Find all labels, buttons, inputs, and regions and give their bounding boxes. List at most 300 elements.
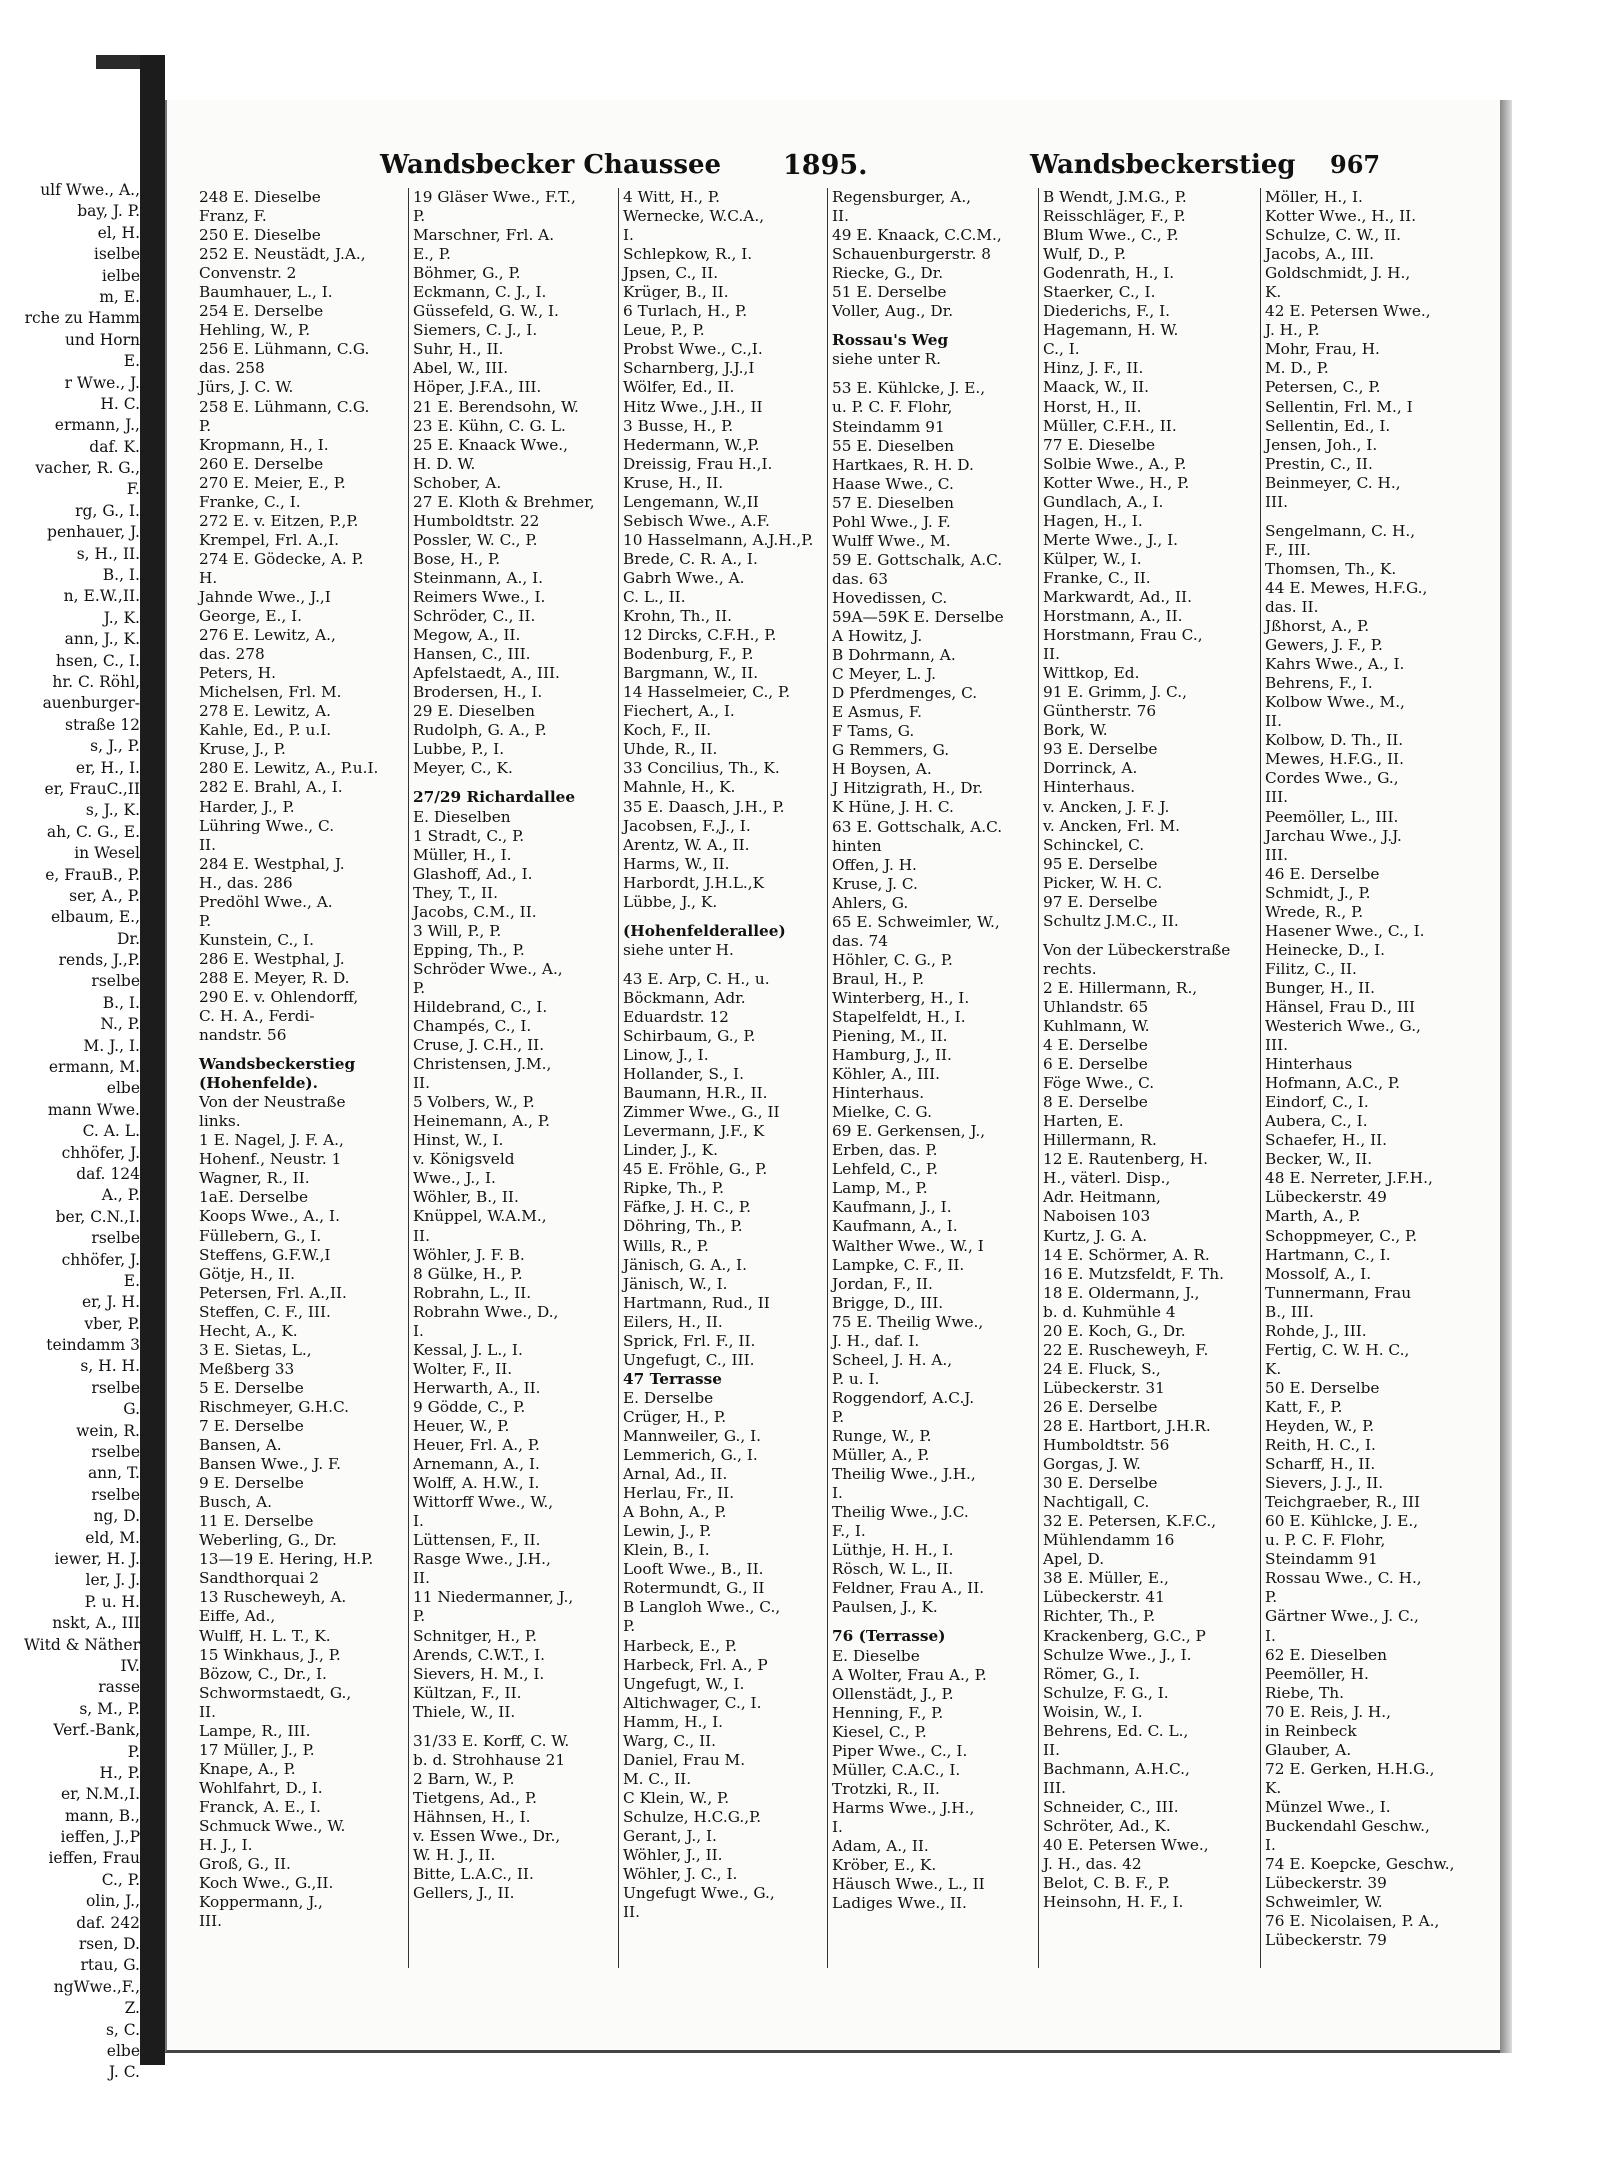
directory-entry: Schinckel, C. bbox=[1043, 835, 1145, 854]
directory-entry: Sprick, Frl. F., II. bbox=[623, 1331, 756, 1350]
directory-entry: H., väterl. Disp., bbox=[1043, 1169, 1171, 1188]
directory-entry: Lübeckerstr. 39 bbox=[1265, 1874, 1387, 1893]
directory-entry: 4 Witt, H., P. bbox=[623, 188, 720, 206]
left-page-line: ermann, M. bbox=[48, 1058, 140, 1077]
directory-entry: Schaefer, H., II. bbox=[1265, 1131, 1388, 1150]
directory-entry: Harms, W., II. bbox=[623, 854, 730, 873]
directory-entry: Kunstein, C., I. bbox=[199, 930, 314, 949]
directory-entry: Robrahn Wwe., D., bbox=[413, 1302, 559, 1321]
directory-entry: 95 E. Derselbe bbox=[1043, 854, 1158, 873]
directory-entry: 62 E. Dieselben bbox=[1265, 1645, 1387, 1664]
directory-entry: Bachmann, A.H.C., bbox=[1043, 1759, 1190, 1778]
left-page-line: s, M., P. bbox=[79, 1699, 140, 1718]
directory-entry: II. bbox=[832, 207, 849, 226]
left-page-line: ieffen, J.,P bbox=[60, 1828, 140, 1847]
directory-entry: das. 63 bbox=[832, 569, 888, 588]
directory-entry: P. bbox=[199, 911, 212, 930]
directory-entry: Ungefugt, C., III. bbox=[623, 1350, 755, 1369]
directory-entry: Arnemann, A., I. bbox=[413, 1455, 540, 1474]
directory-entry: 32 E. Petersen, K.F.C., bbox=[1043, 1512, 1217, 1531]
directory-entry: Wulff Wwe., M. bbox=[832, 531, 951, 550]
directory-entry: 14 Hasselmeier, C., P. bbox=[623, 683, 791, 702]
directory-entry: 254 E. Derselbe bbox=[199, 302, 324, 321]
left-page-line: A., P. bbox=[101, 1186, 140, 1205]
directory-entry: Marth, A., P. bbox=[1265, 1207, 1361, 1226]
directory-entry: 2 Barn, W., P. bbox=[413, 1769, 515, 1788]
directory-entry: Voller, Aug., Dr. bbox=[832, 302, 954, 321]
directory-entry: 63 E. Gottschalk, A.C. bbox=[832, 817, 1003, 836]
directory-entry: Schober, A. bbox=[413, 473, 502, 492]
directory-entry: II. bbox=[413, 1226, 430, 1245]
left-page-line: auenburger- bbox=[42, 694, 140, 713]
directory-entry: Sellentin, Ed., I. bbox=[1265, 416, 1391, 435]
directory-entry: Müller, C.A.C., I. bbox=[832, 1760, 961, 1779]
directory-entry: Gerant, J., I. bbox=[623, 1826, 717, 1845]
directory-entry: Eiffe, Ad., bbox=[199, 1607, 276, 1626]
directory-entry: I. bbox=[1265, 1626, 1276, 1645]
left-page-line: B., I. bbox=[102, 566, 140, 585]
left-page-line: rselbe bbox=[91, 1229, 140, 1248]
directory-entry: K Hüne, J. H. C. bbox=[832, 798, 954, 817]
directory-entry: Peemöller, L., III. bbox=[1265, 807, 1399, 826]
directory-entry: 44 E. Mewes, H.F.G., bbox=[1265, 578, 1428, 597]
directory-entry: Pohl Wwe., J. F. bbox=[832, 512, 951, 531]
directory-entry: Warg, C., II. bbox=[623, 1731, 717, 1750]
directory-entry: Schultz J.M.C., II. bbox=[1043, 911, 1179, 930]
directory-entry: Naboisen 103 bbox=[1043, 1207, 1151, 1226]
directory-entry: 59 E. Gottschalk, A.C. bbox=[832, 550, 1003, 569]
directory-entry: Rossau Wwe., C. H., bbox=[1265, 1569, 1422, 1588]
directory-entry: Kruse, J., P. bbox=[199, 740, 286, 759]
book-spine bbox=[140, 55, 165, 2065]
directory-entry: III. bbox=[199, 1912, 222, 1931]
directory-entry: Kropmann, H., I. bbox=[199, 435, 329, 454]
directory-entry: Petersen, Frl. A.,II. bbox=[199, 1283, 347, 1302]
left-page-line: J., K. bbox=[103, 608, 140, 627]
directory-entry: P. bbox=[1265, 1588, 1278, 1607]
left-page-line: IV. bbox=[120, 1656, 140, 1675]
directory-entry: Mannweiler, G., I. bbox=[623, 1427, 761, 1445]
directory-entry: 43 E. Arp, C. H., u. bbox=[623, 969, 770, 988]
directory-entry: siehe unter H. bbox=[623, 940, 734, 959]
directory-entry: They, T., II. bbox=[413, 883, 498, 902]
directory-entry: Theilig Wwe., J.C. bbox=[832, 1503, 969, 1522]
directory-entry: Bözow, C., Dr., I. bbox=[199, 1664, 327, 1683]
section-gap bbox=[828, 369, 1039, 379]
directory-entry: Scheel, J. H. A., bbox=[832, 1350, 953, 1369]
directory-entry: Jacobs, A., III. bbox=[1265, 245, 1375, 264]
directory-column-6 bbox=[1260, 188, 1486, 1968]
directory-entry: Rossau's Weg bbox=[832, 331, 949, 350]
directory-entry: rechts. bbox=[1043, 959, 1097, 978]
left-page-line: chhöfer, J. bbox=[61, 1250, 140, 1269]
directory-entry: 74 E. Koepcke, Geschw., bbox=[1265, 1855, 1455, 1874]
left-page-line: straße 12 bbox=[64, 715, 140, 734]
directory-entry: v. Königsveld bbox=[413, 1150, 515, 1169]
section-gap bbox=[409, 1722, 619, 1732]
directory-entry: Staerker, C., I. bbox=[1043, 283, 1156, 302]
directory-entry: P. bbox=[623, 1617, 636, 1636]
directory-entry: 12 Dircks, C.F.H., P. bbox=[623, 626, 777, 645]
directory-entry: A Wolter, Frau A., P. bbox=[832, 1665, 987, 1684]
directory-entry: Kolbow, D. Th., II. bbox=[1265, 731, 1404, 750]
directory-entry: Köhler, A., III. bbox=[832, 1065, 941, 1084]
directory-entry: Westerich Wwe., G., bbox=[1265, 1017, 1421, 1036]
directory-entry: Schröder Wwe., A., bbox=[413, 959, 563, 978]
directory-entry: Lampe, R., III. bbox=[199, 1721, 311, 1740]
directory-entry: H. D. W. bbox=[413, 454, 476, 473]
directory-entry: 16 E. Mutzsfeldt, F. Th. bbox=[1043, 1264, 1224, 1283]
directory-entry: J. H., daf. I. bbox=[832, 1331, 920, 1350]
directory-entry: Brede, C. R. A., I. bbox=[623, 549, 758, 568]
directory-entry: Ladiges Wwe., II. bbox=[832, 1894, 967, 1913]
year-label: 1895. bbox=[783, 150, 868, 181]
directory-entry: 72 E. Gerken, H.H.G., bbox=[1265, 1759, 1435, 1778]
directory-entry: Hinst, W., I. bbox=[413, 1131, 504, 1150]
directory-entry: Cruse, J. C.H., II. bbox=[413, 1036, 545, 1055]
directory-entry: H., das. 286 bbox=[199, 873, 293, 892]
directory-entry: G Remmers, G. bbox=[832, 741, 950, 760]
directory-entry: Godenrath, H., I. bbox=[1043, 264, 1175, 283]
directory-entry: Weberling, G., Dr. bbox=[199, 1531, 337, 1550]
left-page-line: C., P. bbox=[101, 1870, 140, 1889]
directory-entry: 8 Gülke, H., P. bbox=[413, 1264, 523, 1283]
directory-entry: E., P. bbox=[413, 245, 451, 264]
directory-entry: Champés, C., I. bbox=[413, 1017, 532, 1036]
directory-entry: (Hohenfelderallee) bbox=[623, 921, 786, 940]
directory-entry: Müller, C.F.H., II. bbox=[1043, 416, 1177, 435]
directory-entry: Hasener Wwe., C., I. bbox=[1265, 921, 1425, 940]
left-page-line: rselbe bbox=[91, 1378, 140, 1397]
directory-entry: Steindamm 91 bbox=[832, 417, 945, 436]
left-page-line: rasse bbox=[98, 1678, 140, 1697]
directory-entry: Böhmer, G., P. bbox=[413, 264, 521, 283]
directory-entry: 1 Stradt, C., P. bbox=[413, 826, 525, 845]
directory-entry: Hinterhaus bbox=[1265, 1055, 1353, 1074]
directory-entry: Linow, J., I. bbox=[623, 1046, 709, 1065]
directory-entry: George, E., I. bbox=[199, 607, 303, 626]
directory-entry: 28 E. Hartbort, J.H.R. bbox=[1043, 1417, 1211, 1435]
directory-entry: Piper Wwe., C., I. bbox=[832, 1741, 968, 1760]
directory-entry: Steffen, C. F., III. bbox=[199, 1302, 331, 1321]
directory-entry: Güssefeld, G. W., I. bbox=[413, 302, 559, 321]
directory-entry: Theilig Wwe., J.H., bbox=[832, 1465, 976, 1484]
directory-entry: Wagner, R., II. bbox=[199, 1169, 310, 1188]
directory-entry: Tunnermann, Frau bbox=[1265, 1283, 1412, 1302]
directory-entry: Piening, M., II. bbox=[832, 1027, 948, 1046]
left-page-line: daf. 242 bbox=[76, 1913, 140, 1932]
left-page-line: ulf Wwe., A., bbox=[40, 181, 140, 199]
directory-entry: Hollander, S., I. bbox=[623, 1065, 744, 1084]
left-page-line: er, N.M.,I. bbox=[60, 1785, 140, 1804]
directory-entry: P. bbox=[413, 978, 426, 997]
directory-entry: Rudolph, G. A., P. bbox=[413, 721, 547, 740]
directory-entry: B Wendt, J.M.G., P. bbox=[1043, 188, 1187, 206]
directory-entry: 270 E. Meier, E., P. bbox=[199, 473, 346, 492]
directory-entry: I. bbox=[1265, 1836, 1276, 1855]
directory-entry: 50 E. Derselbe bbox=[1265, 1378, 1380, 1397]
directory-entry: Bose, H., P. bbox=[413, 549, 501, 568]
directory-entry: 51 E. Derselbe bbox=[832, 283, 947, 302]
directory-entry: W. H. J., II. bbox=[413, 1846, 496, 1865]
left-page-line: B., I. bbox=[102, 993, 140, 1012]
left-page-line: s, H., II. bbox=[76, 544, 140, 563]
directory-entry: 14 E. Schörmer, A. R. bbox=[1043, 1245, 1210, 1264]
directory-entry: B., III. bbox=[1265, 1302, 1314, 1321]
directory-entry: Krüger, B., II. bbox=[623, 283, 729, 302]
directory-entry: Krohn, Th., II. bbox=[623, 607, 732, 626]
directory-entry: 22 E. Ruscheweyh, F. bbox=[1043, 1340, 1209, 1359]
directory-entry: Meyer, C., K. bbox=[413, 759, 513, 778]
directory-entry: Schauenburgerstr. 8 bbox=[832, 245, 991, 264]
directory-entry: 20 E. Koch, G., Dr. bbox=[1043, 1321, 1186, 1340]
directory-entry: P. bbox=[413, 207, 426, 226]
directory-entry: Epping, Th., P. bbox=[413, 940, 525, 959]
left-page-line: ber, C.N.,I. bbox=[55, 1207, 140, 1226]
directory-entry: Uhde, R., II. bbox=[623, 740, 718, 759]
directory-entry: III. bbox=[1265, 1036, 1288, 1055]
directory-column-3 bbox=[618, 188, 828, 1968]
directory-entry: 31/33 E. Korff, C. W. bbox=[413, 1731, 570, 1750]
directory-entry: Bork, W. bbox=[1043, 721, 1108, 740]
directory-entry: Jordan, F., II. bbox=[832, 1274, 933, 1293]
directory-entry: Hagen, H., I. bbox=[1043, 511, 1143, 530]
directory-entry: Wwe., J., I. bbox=[413, 1169, 496, 1188]
left-page-line: rselbe bbox=[91, 1443, 140, 1462]
directory-entry: 18 E. Oldermann, J., bbox=[1043, 1283, 1200, 1302]
directory-entry: Lemmerich, G., I. bbox=[623, 1446, 758, 1465]
left-page-line: und Horn bbox=[64, 330, 140, 349]
directory-entry: Harbeck, Frl. A., P bbox=[623, 1655, 768, 1674]
directory-entry: II. bbox=[413, 1569, 430, 1588]
directory-entry: Daniel, Frau M. bbox=[623, 1750, 746, 1769]
directory-entry: Jänisch, G. A., I. bbox=[623, 1255, 747, 1274]
directory-entry: Scharff, H., II. bbox=[1265, 1455, 1376, 1474]
directory-entry: 55 E. Dieselben bbox=[832, 436, 954, 455]
directory-entry: Looft Wwe., B., II. bbox=[623, 1560, 764, 1579]
directory-entry: 278 E. Lewitz, A. bbox=[199, 702, 331, 721]
directory-entry: Harms Wwe., J.H., bbox=[832, 1798, 975, 1817]
directory-entry: Siemers, C. J., I. bbox=[413, 321, 538, 340]
directory-entry: B Dohrmann, A. bbox=[832, 646, 956, 665]
directory-entry: Cordes Wwe., G., bbox=[1265, 769, 1399, 788]
directory-entry: D Pferdmenges, C. bbox=[832, 684, 978, 703]
directory-entry: Apel, D. bbox=[1043, 1550, 1105, 1569]
directory-entry: 11 E. Derselbe bbox=[199, 1512, 314, 1531]
directory-entry: Humboldtstr. 22 bbox=[413, 511, 540, 530]
directory-entry: 5 Volbers, W., P. bbox=[413, 1093, 535, 1112]
directory-entry: Tietgens, Ad., P. bbox=[413, 1788, 538, 1807]
directory-entry: Hamm, H., I. bbox=[623, 1712, 724, 1731]
directory-entry: 75 E. Theilig Wwe., bbox=[832, 1312, 984, 1331]
directory-entry: II. bbox=[199, 835, 216, 854]
directory-entry: Fertig, C. W. H. C., bbox=[1265, 1340, 1410, 1359]
directory-entry: Blum Wwe., C., P. bbox=[1043, 226, 1179, 245]
directory-column-1 bbox=[195, 188, 408, 1968]
directory-entry: Kahle, Ed., P. u.I. bbox=[199, 721, 332, 740]
directory-entry: 13—19 E. Hering, H.P. bbox=[199, 1550, 374, 1569]
directory-column-2 bbox=[408, 188, 619, 1968]
left-page-line: elbe bbox=[106, 1079, 140, 1098]
left-page-line: n, E.W.,II. bbox=[63, 587, 140, 606]
directory-entry: Predöhl Wwe., A. bbox=[199, 892, 333, 911]
directory-entry: Hohenf., Neustr. 1 bbox=[199, 1150, 342, 1169]
left-page-line: er, J. H. bbox=[81, 1293, 140, 1312]
directory-entry: Runge, W., P. bbox=[832, 1427, 932, 1445]
directory-entry: das. 74 bbox=[832, 931, 888, 950]
directory-entry: Hamburg, J., II. bbox=[832, 1046, 952, 1065]
left-page-text-column bbox=[0, 180, 150, 2084]
directory-entry: I. bbox=[623, 226, 634, 245]
directory-entry: J. H., das. 42 bbox=[1043, 1855, 1142, 1874]
directory-entry: III. bbox=[1265, 492, 1288, 511]
left-page-line: J. C. bbox=[108, 2063, 140, 2082]
directory-entry: Woisin, W., I. bbox=[1043, 1702, 1143, 1721]
directory-entry: Baumhauer, L., I. bbox=[199, 283, 333, 302]
directory-entry: Arnal, Ad., II. bbox=[623, 1465, 728, 1484]
directory-entry: 1 E. Nagel, J. F. A., bbox=[199, 1131, 344, 1150]
page-number: 967 bbox=[1330, 150, 1381, 179]
directory-entry: F., I. bbox=[832, 1522, 866, 1541]
directory-column-4 bbox=[827, 188, 1039, 1968]
directory-entry: Heinsohn, H. F., I. bbox=[1043, 1893, 1184, 1912]
directory-entry: Rischmeyer, G.H.C. bbox=[199, 1397, 350, 1416]
directory-entry: Megow, A., II. bbox=[413, 626, 521, 645]
directory-entry: 76 (Terrasse) bbox=[832, 1627, 946, 1646]
directory-entry: v. Ancken, Frl. M. bbox=[1043, 816, 1180, 835]
directory-entry: Herwarth, A., II. bbox=[413, 1378, 541, 1397]
directory-column-5 bbox=[1038, 188, 1261, 1968]
left-page-line: s, C. bbox=[105, 2020, 140, 2039]
directory-entry: Sievers, H. M., I. bbox=[413, 1664, 545, 1683]
directory-entry: Schröter, Ad., K. bbox=[1043, 1816, 1171, 1835]
directory-entry: Goldschmidt, J. H., bbox=[1265, 264, 1411, 283]
directory-entry: Kotter Wwe., H., II. bbox=[1265, 207, 1417, 226]
directory-entry: 48 E. Nerreter, J.F.H., bbox=[1265, 1169, 1433, 1188]
left-page-line: nskt, A., III bbox=[52, 1614, 140, 1633]
directory-entry: Thomsen, Th., K. bbox=[1265, 559, 1397, 578]
directory-entry: 1aE. Derselbe bbox=[199, 1188, 309, 1207]
directory-entry: Harbeck, E., P. bbox=[623, 1636, 737, 1655]
left-page-line: Dr. bbox=[116, 929, 140, 948]
directory-entry: F., III. bbox=[1265, 540, 1311, 559]
directory-entry: Eindorf, C., I. bbox=[1265, 1093, 1369, 1112]
directory-entry: 46 E. Derselbe bbox=[1265, 864, 1380, 883]
directory-entry: Wölfer, Ed., II. bbox=[623, 378, 735, 397]
directory-entry: Füllebern, G., I. bbox=[199, 1226, 322, 1245]
directory-entry: 23 E. Kühn, C. G. L. bbox=[413, 416, 566, 435]
directory-entry: Schulze Wwe., J., I. bbox=[1043, 1645, 1192, 1664]
left-page-line: iewer, H. J. bbox=[54, 1550, 140, 1568]
directory-entry: Möller, H., I. bbox=[1265, 188, 1363, 206]
directory-entry: 33 Concilius, Th., K. bbox=[623, 759, 780, 778]
directory-entry: Beinmeyer, C. H., bbox=[1265, 473, 1401, 492]
directory-entry: Gewers, J. F., P. bbox=[1265, 636, 1383, 655]
directory-entry: Wulff, H. L. T., K. bbox=[199, 1626, 331, 1645]
directory-entry: Behrens, Ed. C. L., bbox=[1043, 1721, 1189, 1740]
directory-entry: Lübeckerstr. 79 bbox=[1265, 1931, 1387, 1950]
directory-entry: Leue, P., P. bbox=[623, 321, 705, 340]
directory-entry: Lamp, M., P. bbox=[832, 1179, 928, 1198]
directory-entry: 69 E. Gerkensen, J., bbox=[832, 1122, 986, 1141]
directory-entry: Zimmer Wwe., G., II bbox=[623, 1103, 780, 1122]
directory-entry: 76 E. Nicolaisen, P. A., bbox=[1265, 1912, 1440, 1931]
directory-entry: Schmidt, J., P. bbox=[1265, 883, 1371, 902]
directory-entry: Lübbe, J., K. bbox=[623, 892, 718, 911]
directory-entry: I. bbox=[832, 1484, 843, 1503]
directory-entry: Reisschläger, F., P. bbox=[1043, 207, 1186, 226]
directory-entry: 258 E. Lühmann, C.G. bbox=[199, 397, 370, 416]
directory-entry: Franck, A. E., I. bbox=[199, 1797, 321, 1816]
directory-entry: Mewes, H.F.G., II. bbox=[1265, 750, 1404, 769]
directory-entry: 6 E. Derselbe bbox=[1043, 1055, 1148, 1074]
left-page-line: C. A. L. bbox=[82, 1122, 140, 1141]
directory-entry: das. II. bbox=[1265, 597, 1319, 616]
left-page-line: el, H. bbox=[97, 223, 140, 242]
directory-entry: Koch Wwe., G.,II. bbox=[199, 1874, 334, 1893]
left-page-line: hsen, C., I. bbox=[55, 651, 140, 670]
directory-entry: 70 E. Reis, J. H., bbox=[1265, 1702, 1391, 1721]
directory-entry: Harten, E. bbox=[1043, 1112, 1124, 1131]
directory-entry: Bansen Wwe., J. F. bbox=[199, 1455, 342, 1474]
directory-entry: Belot, C. B. F., P. bbox=[1043, 1874, 1170, 1893]
directory-entry: Uhlandstr. 65 bbox=[1043, 997, 1149, 1016]
directory-entry: Ripke, Th., P. bbox=[623, 1179, 724, 1198]
left-page-line: rg, G., I. bbox=[75, 501, 140, 520]
left-page-line: bay, J. P. bbox=[77, 202, 140, 221]
left-page-line: ieffen, Frau bbox=[48, 1849, 140, 1868]
directory-entry: K. bbox=[1265, 1359, 1282, 1378]
directory-entry: Döhring, Th., P. bbox=[623, 1217, 743, 1236]
left-page-line: er, FrauC.,II bbox=[44, 779, 140, 798]
directory-entry: Klein, B., I. bbox=[623, 1541, 710, 1560]
directory-entry: links. bbox=[199, 1112, 241, 1131]
directory-entry: Rotermundt, G., II bbox=[623, 1579, 765, 1598]
directory-entry: 4 E. Derselbe bbox=[1043, 1036, 1148, 1055]
directory-entry: Knape, A., P. bbox=[199, 1759, 296, 1778]
directory-entry: Bodenburg, F., P. bbox=[623, 645, 754, 664]
directory-entry: Mossolf, A., I. bbox=[1265, 1264, 1372, 1283]
directory-entry: Külper, W., I. bbox=[1043, 549, 1142, 568]
directory-entry: 91 E. Grimm, J. C., bbox=[1043, 683, 1187, 702]
left-page-line: elbaum, E., bbox=[51, 908, 140, 927]
directory-entry: I. bbox=[832, 1817, 843, 1836]
directory-entry: Winterberg, H., I. bbox=[832, 988, 970, 1007]
directory-entry: Glauber, A. bbox=[1265, 1740, 1352, 1759]
directory-entry: Hartkaes, R. H. D. bbox=[832, 455, 974, 474]
directory-entry: 12 E. Rautenberg, H. bbox=[1043, 1150, 1208, 1169]
directory-entry: Petersen, C., P. bbox=[1265, 378, 1381, 397]
directory-entry: v. Essen Wwe., Dr., bbox=[413, 1826, 561, 1845]
directory-entry: 60 E. Kühlcke, J. E., bbox=[1265, 1512, 1419, 1531]
directory-entry: Eduardstr. 12 bbox=[623, 1007, 729, 1026]
directory-entry: Gabrh Wwe., A. bbox=[623, 568, 745, 587]
directory-entry: das. 278 bbox=[199, 645, 265, 664]
section-gap bbox=[619, 960, 828, 970]
directory-entry: 8 E. Derselbe bbox=[1043, 1093, 1148, 1112]
directory-entry: Dorrinck, A. bbox=[1043, 759, 1138, 778]
directory-entry: 286 E. Westphal, J. bbox=[199, 949, 345, 968]
directory-entry: Humboldtstr. 56 bbox=[1043, 1436, 1170, 1455]
left-page-fragment bbox=[0, 0, 155, 2177]
directory-entry: II. bbox=[199, 1702, 216, 1721]
directory-entry: Regensburger, A., bbox=[832, 188, 972, 206]
directory-entry: Wulf, D., P. bbox=[1043, 245, 1127, 264]
directory-columns bbox=[195, 188, 1485, 1968]
directory-entry: Adam, A., II. bbox=[832, 1836, 929, 1855]
directory-entry: Harder, J., P. bbox=[199, 797, 295, 816]
directory-entry: 17 Müller, J., P. bbox=[199, 1740, 315, 1759]
